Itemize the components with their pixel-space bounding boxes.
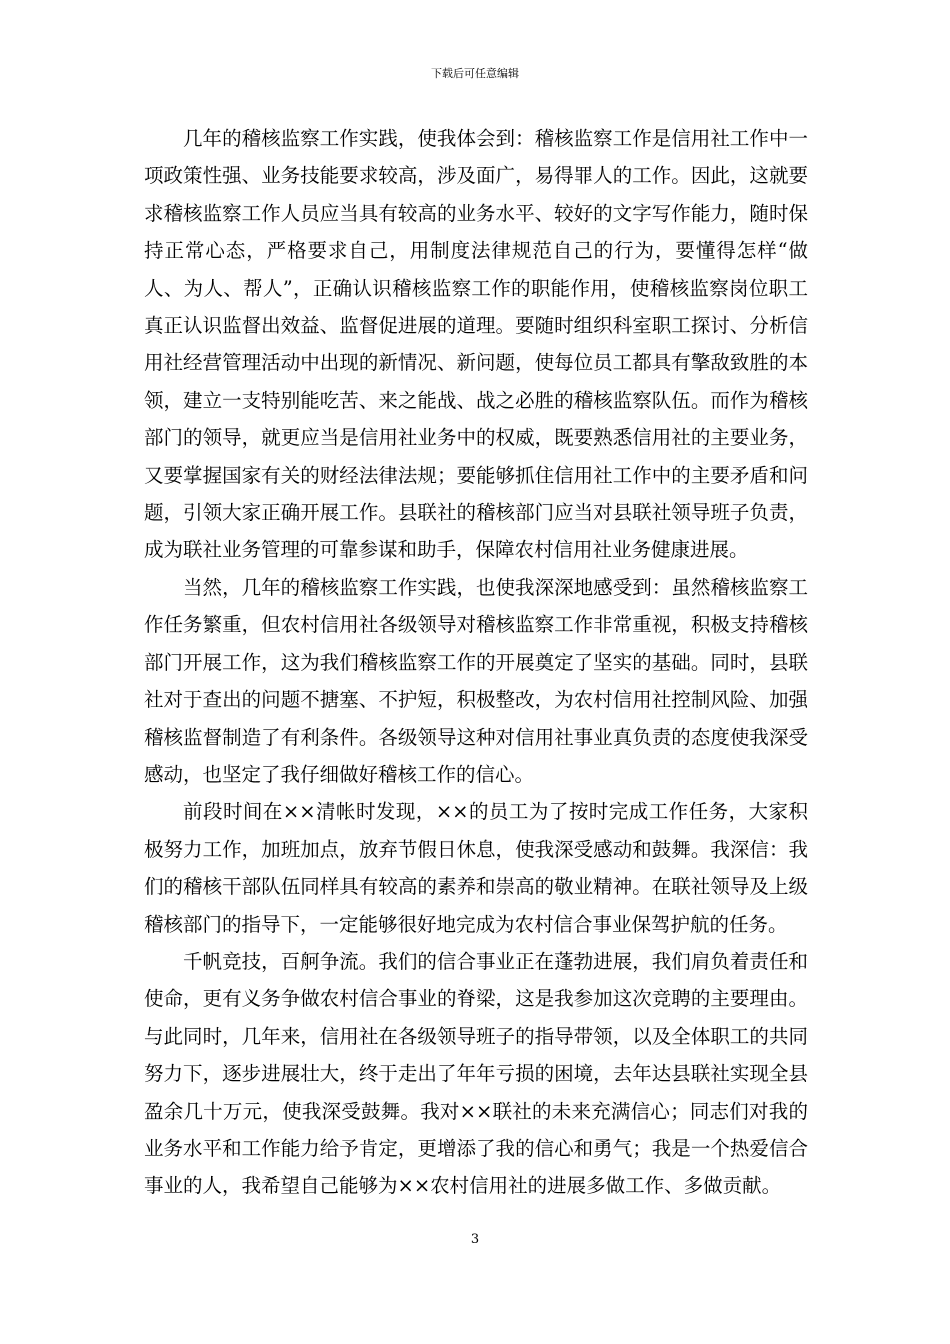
paragraph: 前段时间在××清帐时发现，××的员工为了按时完成工作任务，大家积极努力工作，加班加点，放弃节假日休息，使我深受感动和鼓舞。我深信：我们的稽核干部队伍同样具有较高的素养和崇高的敬业精神。在联社领导及上级稽核部门的指导下，一定能够很好地完成为农村信合事业保驾护航的任务。 xyxy=(144,800,808,936)
paragraph: 几年的稽核监察工作实践，使我体会到：稽核监察工作是信用社工作中一项政策性强、业务技能要求较高，涉及面广，易得罪人的工作。因此，这就要求稽核监察工作人员应当具有较高的业务水平、较好的文字写作能力，随时保持正常心态，严格要求自己，用制度法律规范自己的行为，要懂得怎样“做人、为人、帮人”，正确认识稽核监察工作的职能作用，使稽核监察岗位职工真正认识监督出效益、监督促进展的道理。要随时组织科室职工探讨、分析信用社经营管理活动中出现的新情况、新问题，使每位员工都具有擎敌致胜的本领，建立一支特别能吃苦、来之能战、战之必胜的稽核监察队伍。而作为稽核部门的领导，就更应当是信用社业务中的权威，既要熟悉信用社的主要业务，又要掌握国家有关的财经法律法规；要能够抓住信用社工作中的主要矛盾和问题，引领大家正确开展工作。县联社的稽核部门应当对县联社领导班子负责，成为联社业务管理的可靠参谋和助手，保障农村信用社业务健康进展。 xyxy=(144,127,808,562)
document-body xyxy=(144,120,808,1205)
paragraph: 千帆竞技，百舸争流。我们的信合事业正在蓬勃进展，我们肩负着责任和使命，更有义务争做农村信合事业的脊梁，这是我参加这次竞聘的主要理由。与此同时，几年来，信用社在各级领导班子的指导带领，以及全体职工的共同努力下，逐步进展壮大，终于走出了年年亏损的困境，去年达县联社实现全县盈余几十万元，使我深受鼓舞。我对××联社的未来充满信心；同志们对我的业务水平和工作能力给予肯定，更增添了我的信心和勇气；我是一个热爱信合事业的人，我希望自己能够为××农村信用社的进展多做工作、多做贡献。 xyxy=(144,949,808,1198)
page-header: 下载后可任意编辑 xyxy=(431,67,519,80)
page-number: 3 xyxy=(470,1232,480,1247)
paragraph: 当然，几年的稽核监察工作实践，也使我深深地感受到：虽然稽核监察工作任务繁重，但农村信用社各级领导对稽核监察工作非常重视，积极支持稽核部门开展工作，这为我们稽核监察工作的开展奠定了坚实的基础。同时，县联社对于查出的问题不搪塞、不护短，积极整改，为农村信用社控制风险、加强稽核监督制造了有利条件。各级领导这种对信用社事业真负责的态度使我深受感动，也坚定了我仔细做好稽核工作的信心。 xyxy=(144,575,808,786)
